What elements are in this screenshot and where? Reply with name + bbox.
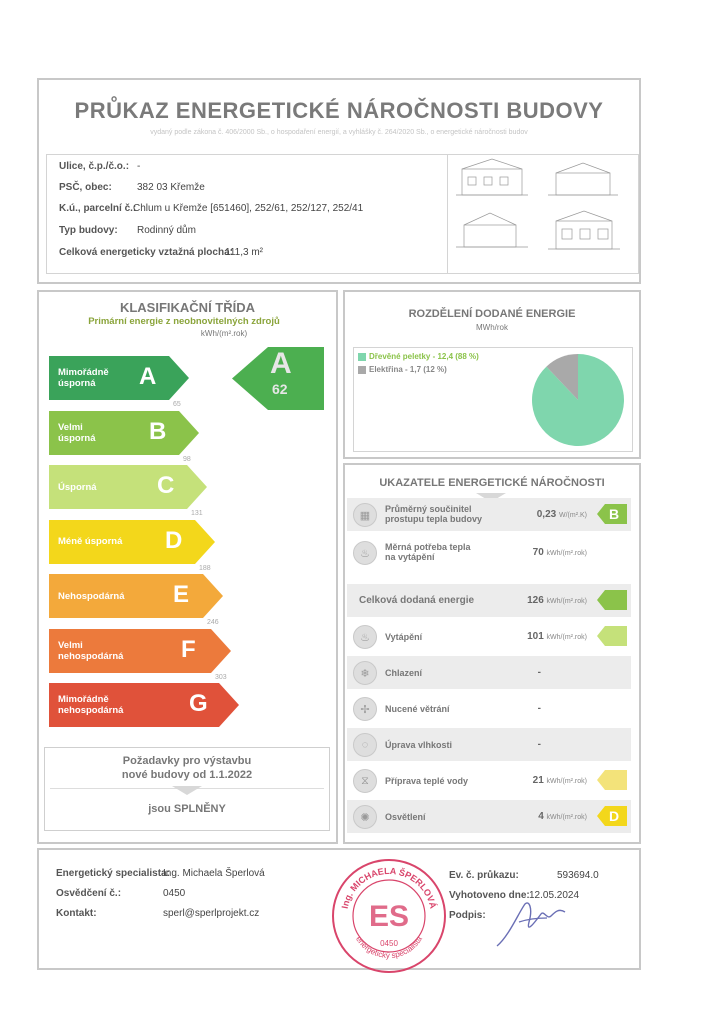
wall-icon: ▦ bbox=[353, 503, 377, 527]
indicator-unit: W/(m².K) bbox=[559, 512, 587, 519]
class-label-line1: Velmi bbox=[58, 421, 83, 433]
indicator-unit: kWh/(m².rok) bbox=[546, 634, 587, 641]
class-bar-label bbox=[58, 356, 109, 400]
building-info-label: K.ú., parcelní č.: bbox=[59, 203, 137, 214]
indicator-class-letter: D bbox=[609, 808, 620, 824]
distribution-unit: MWh/rok bbox=[476, 323, 508, 332]
building-info-value: 111,3 m² bbox=[225, 247, 263, 258]
indicator-label bbox=[385, 704, 450, 714]
indicator-value bbox=[538, 667, 541, 678]
legend-label: Elektřina - 1,7 (12 %) bbox=[369, 365, 447, 374]
building-info-label: PSČ, obec: bbox=[59, 182, 112, 193]
indicator-unit: kWh/(m².rok) bbox=[546, 598, 587, 605]
indicator-label bbox=[385, 632, 422, 642]
indicator-label-line1: Průměrný součinitel bbox=[385, 504, 472, 514]
indicator-number: 70 bbox=[532, 547, 544, 558]
indicator-label-line1: Chlazení bbox=[385, 668, 423, 678]
official-stamp bbox=[329, 854, 449, 974]
class-bar-label bbox=[58, 520, 122, 564]
record-value: 593694.0 bbox=[557, 870, 599, 881]
indicator-class-badge-shape bbox=[597, 770, 627, 790]
class-threshold: 303 bbox=[215, 673, 227, 681]
certificate-subtitle: vydaný podle zákona č. 406/2000 Sb., o hospodaření energií, a vyhlášky č. 264/2020 Sb., o energetické náročnosti budov bbox=[150, 129, 528, 136]
indicator-number: - bbox=[537, 739, 541, 750]
class-letter: C bbox=[157, 472, 175, 499]
indicator-label-line1: Vytápění bbox=[385, 632, 423, 642]
indicator-class-badge bbox=[597, 806, 627, 826]
class-letter: D bbox=[165, 526, 183, 554]
class-letter: B bbox=[149, 417, 167, 445]
light-icon: ✺ bbox=[353, 805, 377, 829]
building-info-value: Rodinný dům bbox=[137, 225, 196, 236]
contact-value: sperl@sperlprojekt.cz bbox=[163, 908, 260, 919]
class-label-line2: úsporná bbox=[58, 378, 96, 389]
building-drawings bbox=[447, 154, 639, 274]
signature bbox=[489, 892, 569, 952]
indicator-row bbox=[347, 498, 631, 531]
chevron-down-icon bbox=[172, 786, 202, 796]
building-info-value: - bbox=[137, 161, 141, 172]
indicator-row bbox=[347, 692, 631, 725]
class-label-line2: úsporná bbox=[58, 432, 96, 444]
class-bar-f bbox=[49, 629, 231, 673]
indicator-class-badge bbox=[597, 626, 627, 646]
class-bar-a bbox=[49, 356, 189, 400]
distribution-title: ROZDĚLENÍ DODANÉ ENERGIE bbox=[408, 308, 576, 320]
class-threshold: 65 bbox=[173, 401, 181, 408]
class-label-line2: nehospodárná bbox=[58, 650, 124, 662]
indicator-number: 4 bbox=[538, 811, 544, 822]
heating-icon: ♨ bbox=[353, 625, 377, 649]
indicator-value bbox=[538, 811, 587, 822]
indicator-label-line1: Příprava teplé vody bbox=[385, 776, 469, 786]
requirements-status: jsou SPLNĚNY bbox=[148, 803, 226, 815]
indicator-row bbox=[347, 728, 631, 761]
indicator-number: - bbox=[537, 667, 541, 678]
building-info-box bbox=[46, 154, 448, 274]
indicator-unit: kWh/(m².rok) bbox=[546, 814, 587, 821]
indicator-row bbox=[347, 656, 631, 689]
class-letter: E bbox=[173, 581, 190, 608]
indicator-label bbox=[385, 740, 452, 750]
class-bar-label bbox=[58, 683, 123, 727]
indicator-value bbox=[537, 509, 587, 520]
current-class-indicator bbox=[232, 347, 324, 410]
building-info-label: Ulice, č.p./č.o.: bbox=[59, 161, 130, 172]
class-bar-b bbox=[49, 411, 199, 455]
building-info-label: Typ budovy: bbox=[59, 225, 118, 236]
distribution-pie-chart bbox=[528, 350, 628, 450]
indicator-unit: kWh/(m².rok) bbox=[546, 778, 587, 785]
building-elevation-drawings bbox=[448, 155, 638, 273]
class-bar-label bbox=[58, 465, 97, 509]
indicator-row bbox=[347, 800, 631, 833]
class-threshold: 188 bbox=[199, 564, 211, 572]
classification-title: KLASIFIKAČNÍ TŘÍDA bbox=[119, 300, 256, 315]
classification-subtitle: Primární energie z neobnovitelných zdrojů bbox=[88, 316, 280, 327]
indicator-row bbox=[347, 764, 631, 797]
date-value: 12.05.2024 bbox=[529, 890, 580, 901]
energy-distribution-panel bbox=[343, 290, 641, 459]
class-bar-label bbox=[58, 629, 123, 673]
indicator-number: 0,23 bbox=[536, 509, 557, 520]
indicator-label-line1: Celková dodaná energie bbox=[359, 595, 475, 606]
indicator-class-badge bbox=[597, 770, 627, 790]
stamp-number: 0450 bbox=[380, 939, 398, 948]
classification-unit: kWh/(m².rok) bbox=[200, 329, 248, 338]
humidity-icon: ◌ bbox=[353, 733, 377, 757]
fan-icon: ✢ bbox=[353, 697, 377, 721]
building-info-value: 382 03 Křemže bbox=[137, 182, 205, 193]
cooling-icon: ❄ bbox=[353, 661, 377, 685]
indicator-value bbox=[527, 595, 587, 606]
indicator-value bbox=[538, 739, 541, 750]
hot-water-icon: ⧖ bbox=[353, 769, 377, 793]
indicators-title: UKAZATELE ENERGETICKÉ NÁROČNOSTI bbox=[379, 477, 605, 489]
indicator-value bbox=[533, 547, 587, 558]
indicator-number: 21 bbox=[532, 775, 544, 786]
building-info-value: Chlum u Křemže [651460], 252/61, 252/127, 252/41 bbox=[133, 203, 364, 214]
stamp-top-text: Ing. MICHAELA ŠPERLOVÁ bbox=[339, 865, 439, 910]
indicator-unit: kWh/(m².rok) bbox=[546, 550, 587, 557]
class-bar-g bbox=[49, 683, 239, 727]
requirements-box bbox=[44, 747, 330, 831]
class-bar-c bbox=[49, 465, 207, 509]
indicator-class-badge bbox=[597, 504, 627, 524]
current-class-value: 62 bbox=[272, 381, 288, 397]
class-label-line1: Nehospodárná bbox=[58, 590, 125, 602]
certificate-title: PRŮKAZ ENERGETICKÉ NÁROČNOSTI BUDOVY bbox=[74, 98, 604, 123]
class-threshold: 131 bbox=[191, 510, 203, 517]
indicator-label bbox=[385, 542, 471, 562]
class-letter: G bbox=[189, 690, 208, 717]
indicator-number: - bbox=[537, 703, 541, 714]
indicator-class-badge-shape bbox=[597, 626, 627, 646]
indicator-value bbox=[533, 775, 587, 786]
indicator-label-line1: Nucené větrání bbox=[385, 704, 450, 714]
class-bar-e bbox=[49, 574, 223, 618]
class-label-line1: Úsporná bbox=[58, 481, 97, 493]
specialist-label: Energetický specialista: bbox=[56, 868, 170, 879]
indicator-row bbox=[347, 536, 631, 569]
indicator-label-line1: Úprava vlhkosti bbox=[385, 740, 453, 750]
indicator-row bbox=[347, 620, 631, 653]
stamp-logo: ES bbox=[368, 900, 410, 933]
current-class-letter: A bbox=[270, 347, 292, 380]
indicator-label-line2: na vytápění bbox=[385, 552, 435, 562]
specialist-value: Ing. Michaela Šperlová bbox=[163, 868, 265, 879]
stamp-seal bbox=[329, 854, 449, 974]
record-label: Ev. č. průkazu: bbox=[449, 870, 519, 881]
indicator-label bbox=[385, 812, 426, 822]
building-info-label: Celková energeticky vztažná plocha: bbox=[59, 247, 233, 258]
legend-label: Dřevěné peletky - 12,4 (88 %) bbox=[369, 352, 479, 361]
class-threshold: 98 bbox=[183, 455, 191, 463]
class-label-line2: nehospodárná bbox=[58, 705, 124, 716]
class-bar-d bbox=[49, 520, 215, 564]
stamp-bottom-text: energetický specialista bbox=[354, 934, 424, 961]
indicator-label-line2: prostupu tepla budovy bbox=[385, 514, 483, 524]
class-label-line1: Méně úsporná bbox=[58, 536, 123, 547]
class-label-line1: Mimořádně bbox=[58, 694, 109, 705]
class-bar-label bbox=[58, 411, 95, 455]
indicator-class-letter: B bbox=[609, 506, 620, 522]
class-letter: F bbox=[181, 635, 196, 663]
indicator-value bbox=[538, 703, 541, 714]
indicator-class-badge bbox=[597, 590, 627, 610]
certificate-footer bbox=[37, 848, 641, 970]
indicator-label bbox=[385, 668, 422, 678]
indicator-class-badge-shape bbox=[597, 590, 627, 610]
indicator-label-line1: Osvětlení bbox=[385, 812, 426, 822]
contact-label: Kontakt: bbox=[56, 908, 97, 919]
class-bar-label bbox=[58, 574, 125, 618]
indicator-row bbox=[347, 584, 631, 617]
indicator-label bbox=[359, 596, 474, 606]
heat-demand-icon: ♨ bbox=[353, 541, 377, 565]
requirements-line1: Požadavky pro výstavbu bbox=[122, 755, 252, 767]
certificate-label: Osvědčení č.: bbox=[56, 888, 122, 899]
indicator-value bbox=[527, 631, 587, 642]
class-label-line1: Velmi bbox=[58, 639, 83, 651]
indicator-label bbox=[385, 776, 468, 786]
date-label: Vyhotoveno dne: bbox=[449, 890, 530, 901]
indicator-number: 101 bbox=[527, 631, 544, 642]
indicator-number: 126 bbox=[527, 595, 544, 606]
class-threshold: 246 bbox=[207, 619, 219, 626]
signature-label: Podpis: bbox=[449, 910, 486, 921]
class-label-line1: Mimořádně bbox=[58, 367, 109, 378]
certificate-value: 0450 bbox=[163, 888, 186, 899]
legend-swatch bbox=[358, 353, 366, 361]
classification-panel bbox=[37, 290, 338, 844]
indicator-label-line1: Měrná potřeba tepla bbox=[385, 542, 471, 552]
indicator-label bbox=[385, 504, 482, 524]
requirements-line2: nové budovy od 1.1.2022 bbox=[121, 769, 253, 781]
certificate-header bbox=[37, 78, 641, 284]
distribution-chart-box bbox=[353, 347, 633, 452]
legend-swatch bbox=[358, 366, 366, 374]
class-letter: A bbox=[139, 363, 157, 390]
